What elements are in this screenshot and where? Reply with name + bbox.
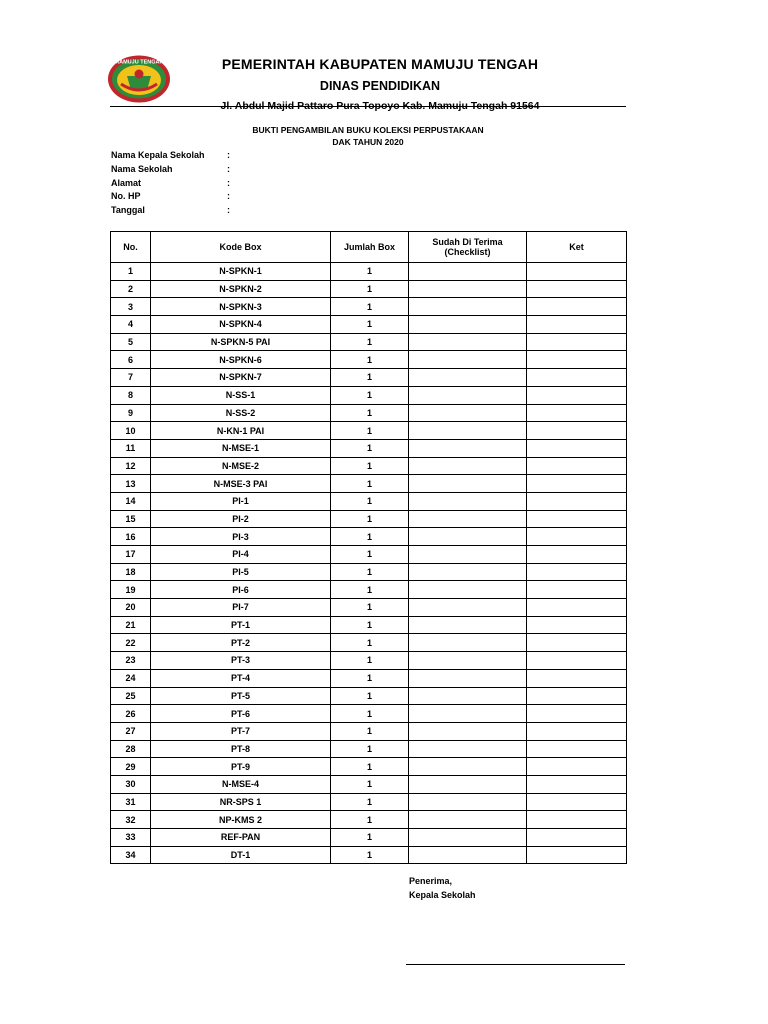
- row-box-count: 1: [331, 422, 409, 440]
- field-colon: :: [227, 163, 230, 174]
- row-no: 24: [111, 669, 151, 687]
- row-no: 11: [111, 439, 151, 457]
- field-colon: :: [227, 150, 230, 160]
- row-received-checkbox[interactable]: [409, 528, 527, 546]
- row-notes[interactable]: [527, 758, 627, 776]
- row-received-checkbox[interactable]: [409, 475, 527, 493]
- row-received-checkbox[interactable]: [409, 722, 527, 740]
- row-box-count: 1: [331, 705, 409, 723]
- row-box-code: N-MSE-2: [151, 457, 331, 475]
- row-notes[interactable]: [527, 386, 627, 404]
- row-no: 16: [111, 528, 151, 546]
- field-phone: [111, 191, 237, 205]
- table-row: [111, 492, 627, 510]
- row-no: 6: [111, 351, 151, 369]
- row-box-count: 1: [331, 687, 409, 705]
- row-box-code: PI-7: [151, 599, 331, 617]
- row-no: 12: [111, 457, 151, 475]
- row-received-checkbox[interactable]: [409, 758, 527, 776]
- row-no: 2: [111, 280, 151, 298]
- row-no: 33: [111, 829, 151, 847]
- field-label: No. HP: [111, 191, 141, 202]
- row-notes[interactable]: [527, 811, 627, 829]
- row-box-count: 1: [331, 652, 409, 670]
- row-box-count: 1: [331, 510, 409, 528]
- row-no: 34: [111, 846, 151, 864]
- row-received-checkbox[interactable]: [409, 740, 527, 758]
- row-no: 3: [111, 298, 151, 316]
- row-received-checkbox[interactable]: [409, 333, 527, 351]
- signature-block: [409, 874, 476, 902]
- table-row: [111, 386, 627, 404]
- row-box-code: PI-2: [151, 510, 331, 528]
- row-notes[interactable]: [527, 492, 627, 510]
- table-row: [111, 528, 627, 546]
- row-notes[interactable]: [527, 581, 627, 599]
- row-box-code: N-SPKN-7: [151, 369, 331, 387]
- row-no: 31: [111, 793, 151, 811]
- table-row: [111, 510, 627, 528]
- row-received-checkbox[interactable]: [409, 298, 527, 316]
- row-no: 27: [111, 722, 151, 740]
- row-box-code: N-SS-1: [151, 386, 331, 404]
- table-row: [111, 404, 627, 422]
- row-received-checkbox[interactable]: [409, 669, 527, 687]
- row-box-count: 1: [331, 475, 409, 493]
- row-box-code: N-SPKN-6: [151, 351, 331, 369]
- row-box-code: REF-PAN: [151, 829, 331, 847]
- row-box-count: 1: [331, 316, 409, 334]
- row-notes[interactable]: [527, 563, 627, 581]
- header-box-count: Jumlah Box: [331, 232, 409, 263]
- table-row: [111, 599, 627, 617]
- letterhead: [180, 54, 580, 112]
- row-notes[interactable]: [527, 439, 627, 457]
- row-received-checkbox[interactable]: [409, 775, 527, 793]
- table-row: [111, 439, 627, 457]
- signature-line: [406, 964, 625, 965]
- row-notes[interactable]: [527, 369, 627, 387]
- row-no: 29: [111, 758, 151, 776]
- row-box-code: PI-6: [151, 581, 331, 599]
- table-body: [111, 263, 627, 864]
- row-box-count: 1: [331, 298, 409, 316]
- table-row: [111, 263, 627, 281]
- signature-title: Kepala Sekolah: [409, 890, 476, 900]
- row-no: 32: [111, 811, 151, 829]
- row-no: 15: [111, 510, 151, 528]
- table-row: [111, 333, 627, 351]
- row-box-code: PT-3: [151, 652, 331, 670]
- row-box-code: PI-4: [151, 546, 331, 564]
- row-box-count: 1: [331, 404, 409, 422]
- row-notes[interactable]: [527, 404, 627, 422]
- field-colon: :: [227, 191, 230, 202]
- field-label: Alamat: [111, 177, 142, 188]
- table-row: [111, 616, 627, 634]
- row-notes[interactable]: [527, 687, 627, 705]
- row-box-count: 1: [331, 599, 409, 617]
- department-name: DINAS PENDIDIKAN: [319, 79, 441, 93]
- row-received-checkbox[interactable]: [409, 510, 527, 528]
- header-notes: Ket: [527, 232, 627, 263]
- table-row: [111, 740, 627, 758]
- row-received-checkbox[interactable]: [409, 846, 527, 864]
- government-name: PEMERINTAH KABUPATEN MAMUJU TENGAH: [221, 56, 539, 72]
- field-school-name: [111, 164, 237, 178]
- field-address: [111, 178, 237, 192]
- row-box-count: 1: [331, 740, 409, 758]
- row-box-count: 1: [331, 546, 409, 564]
- table-row: [111, 846, 627, 864]
- row-box-count: 1: [331, 528, 409, 546]
- header-received-text: Sudah Di Terima (Checklist): [432, 237, 503, 257]
- row-no: 26: [111, 705, 151, 723]
- row-received-checkbox[interactable]: [409, 599, 527, 617]
- row-received-checkbox[interactable]: [409, 811, 527, 829]
- regency-logo: [107, 54, 171, 104]
- row-notes[interactable]: [527, 510, 627, 528]
- row-no: 17: [111, 546, 151, 564]
- row-no: 4: [111, 316, 151, 334]
- row-notes[interactable]: [527, 775, 627, 793]
- row-received-checkbox[interactable]: [409, 422, 527, 440]
- header-received-checklist: [409, 232, 527, 263]
- row-notes[interactable]: [527, 652, 627, 670]
- row-box-count: 1: [331, 439, 409, 457]
- row-box-count: 1: [331, 722, 409, 740]
- field-label: Nama Sekolah: [111, 163, 173, 174]
- row-box-count: 1: [331, 386, 409, 404]
- signature-recipient: Penerima,: [409, 876, 453, 886]
- row-box-code: NP-KMS 2: [151, 811, 331, 829]
- row-received-checkbox[interactable]: [409, 652, 527, 670]
- row-box-code: N-SPKN-5 PAI: [151, 333, 331, 351]
- row-box-count: 1: [331, 563, 409, 581]
- row-no: 10: [111, 422, 151, 440]
- field-colon: :: [227, 177, 230, 188]
- table-row: [111, 546, 627, 564]
- row-received-checkbox[interactable]: [409, 439, 527, 457]
- row-notes[interactable]: [527, 705, 627, 723]
- row-no: 5: [111, 333, 151, 351]
- row-box-count: 1: [331, 369, 409, 387]
- row-notes[interactable]: [527, 829, 627, 847]
- table-row: [111, 652, 627, 670]
- table-row: [111, 634, 627, 652]
- row-box-code: PI-5: [151, 563, 331, 581]
- row-notes[interactable]: [527, 298, 627, 316]
- row-box-code: PT-6: [151, 705, 331, 723]
- row-box-code: PT-9: [151, 758, 331, 776]
- row-box-count: 1: [331, 492, 409, 510]
- row-no: 8: [111, 386, 151, 404]
- row-received-checkbox[interactable]: [409, 581, 527, 599]
- office-address: Jl. Abdul Majid Pattaro Pura Topoyo Kab. Mamuju Tengah 91564: [220, 100, 540, 112]
- row-box-code: PT-1: [151, 616, 331, 634]
- row-box-code: N-MSE-4: [151, 775, 331, 793]
- table-row: [111, 475, 627, 493]
- row-box-code: N-SPKN-2: [151, 280, 331, 298]
- row-no: 1: [111, 263, 151, 281]
- row-notes[interactable]: [527, 475, 627, 493]
- table-row: [111, 298, 627, 316]
- row-received-checkbox[interactable]: [409, 369, 527, 387]
- table-row: [111, 793, 627, 811]
- row-no: 19: [111, 581, 151, 599]
- row-received-checkbox[interactable]: [409, 793, 527, 811]
- row-received-checkbox[interactable]: [409, 386, 527, 404]
- row-received-checkbox[interactable]: [409, 705, 527, 723]
- table-row: [111, 758, 627, 776]
- table-row: [111, 722, 627, 740]
- row-box-count: 1: [331, 775, 409, 793]
- row-received-checkbox[interactable]: [409, 404, 527, 422]
- row-box-code: PT-2: [151, 634, 331, 652]
- document-title: [110, 124, 626, 148]
- collection-table: [110, 231, 627, 864]
- field-date: [111, 205, 237, 219]
- row-box-count: 1: [331, 581, 409, 599]
- row-notes[interactable]: [527, 546, 627, 564]
- table-row: [111, 316, 627, 334]
- row-box-code: NR-SPS 1: [151, 793, 331, 811]
- row-box-code: N-SPKN-1: [151, 263, 331, 281]
- row-box-count: 1: [331, 846, 409, 864]
- row-notes[interactable]: [527, 457, 627, 475]
- field-principal-name: [111, 150, 237, 164]
- table-row: [111, 829, 627, 847]
- row-notes[interactable]: [527, 316, 627, 334]
- table-row: [111, 457, 627, 475]
- row-box-code: PI-1: [151, 492, 331, 510]
- row-no: 18: [111, 563, 151, 581]
- row-box-count: 1: [331, 333, 409, 351]
- row-box-code: N-SS-2: [151, 404, 331, 422]
- table-row: [111, 687, 627, 705]
- row-box-code: PI-3: [151, 528, 331, 546]
- row-notes[interactable]: [527, 280, 627, 298]
- row-received-checkbox[interactable]: [409, 563, 527, 581]
- row-box-code: PT-5: [151, 687, 331, 705]
- row-notes[interactable]: [527, 846, 627, 864]
- row-no: 30: [111, 775, 151, 793]
- row-box-code: PT-8: [151, 740, 331, 758]
- row-box-count: 1: [331, 280, 409, 298]
- row-no: 13: [111, 475, 151, 493]
- row-box-count: 1: [331, 263, 409, 281]
- row-received-checkbox[interactable]: [409, 263, 527, 281]
- table-row: [111, 775, 627, 793]
- row-no: 21: [111, 616, 151, 634]
- field-label: Nama Kepala Sekolah: [111, 150, 205, 160]
- row-box-code: N-KN-1 PAI: [151, 422, 331, 440]
- row-notes[interactable]: [527, 740, 627, 758]
- row-received-checkbox[interactable]: [409, 634, 527, 652]
- row-box-count: 1: [331, 351, 409, 369]
- row-notes[interactable]: [527, 263, 627, 281]
- table-header-row: [111, 232, 627, 263]
- field-label: Tanggal: [111, 205, 145, 216]
- row-notes[interactable]: [527, 722, 627, 740]
- table-row: [111, 811, 627, 829]
- title-line-1: BUKTI PENGAMBILAN BUKU KOLEKSI PERPUSTAKAAN: [252, 125, 484, 135]
- row-notes[interactable]: [527, 634, 627, 652]
- row-received-checkbox[interactable]: [409, 492, 527, 510]
- row-notes[interactable]: [527, 528, 627, 546]
- row-received-checkbox[interactable]: [409, 829, 527, 847]
- row-received-checkbox[interactable]: [409, 280, 527, 298]
- field-colon: :: [227, 205, 230, 216]
- row-box-code: N-MSE-1: [151, 439, 331, 457]
- table-row: [111, 351, 627, 369]
- table-row: [111, 581, 627, 599]
- row-box-count: 1: [331, 758, 409, 776]
- table-row: [111, 563, 627, 581]
- title-line-2: DAK TAHUN 2020: [332, 137, 404, 147]
- row-box-code: PT-4: [151, 669, 331, 687]
- row-no: 7: [111, 369, 151, 387]
- row-box-count: 1: [331, 669, 409, 687]
- logo-caption: MAMUJU TENGAH: [114, 59, 164, 66]
- row-notes[interactable]: [527, 599, 627, 617]
- row-box-count: 1: [331, 634, 409, 652]
- row-no: 25: [111, 687, 151, 705]
- row-no: 20: [111, 599, 151, 617]
- letterhead-rule: [110, 106, 626, 107]
- row-received-checkbox[interactable]: [409, 457, 527, 475]
- row-notes[interactable]: [527, 793, 627, 811]
- table-row: [111, 669, 627, 687]
- row-box-code: DT-1: [151, 846, 331, 864]
- row-box-code: N-SPKN-4: [151, 316, 331, 334]
- row-received-checkbox[interactable]: [409, 616, 527, 634]
- row-box-count: 1: [331, 457, 409, 475]
- table-row: [111, 369, 627, 387]
- row-box-count: 1: [331, 811, 409, 829]
- row-received-checkbox[interactable]: [409, 546, 527, 564]
- table-row: [111, 422, 627, 440]
- row-notes[interactable]: [527, 669, 627, 687]
- row-box-count: 1: [331, 793, 409, 811]
- row-notes[interactable]: [527, 422, 627, 440]
- row-box-count: 1: [331, 829, 409, 847]
- row-received-checkbox[interactable]: [409, 687, 527, 705]
- row-box-code: N-SPKN-3: [151, 298, 331, 316]
- row-no: 22: [111, 634, 151, 652]
- row-no: 28: [111, 740, 151, 758]
- table-row: [111, 280, 627, 298]
- row-received-checkbox[interactable]: [409, 316, 527, 334]
- row-no: 23: [111, 652, 151, 670]
- header-no: No.: [111, 232, 151, 263]
- form-fields: [111, 150, 237, 219]
- row-no: 14: [111, 492, 151, 510]
- row-received-checkbox[interactable]: [409, 351, 527, 369]
- row-no: 9: [111, 404, 151, 422]
- row-box-code: PT-7: [151, 722, 331, 740]
- row-notes[interactable]: [527, 333, 627, 351]
- row-notes[interactable]: [527, 351, 627, 369]
- row-notes[interactable]: [527, 616, 627, 634]
- row-box-count: 1: [331, 616, 409, 634]
- table-row: [111, 705, 627, 723]
- row-box-code: N-MSE-3 PAI: [151, 475, 331, 493]
- header-box-code: Kode Box: [151, 232, 331, 263]
